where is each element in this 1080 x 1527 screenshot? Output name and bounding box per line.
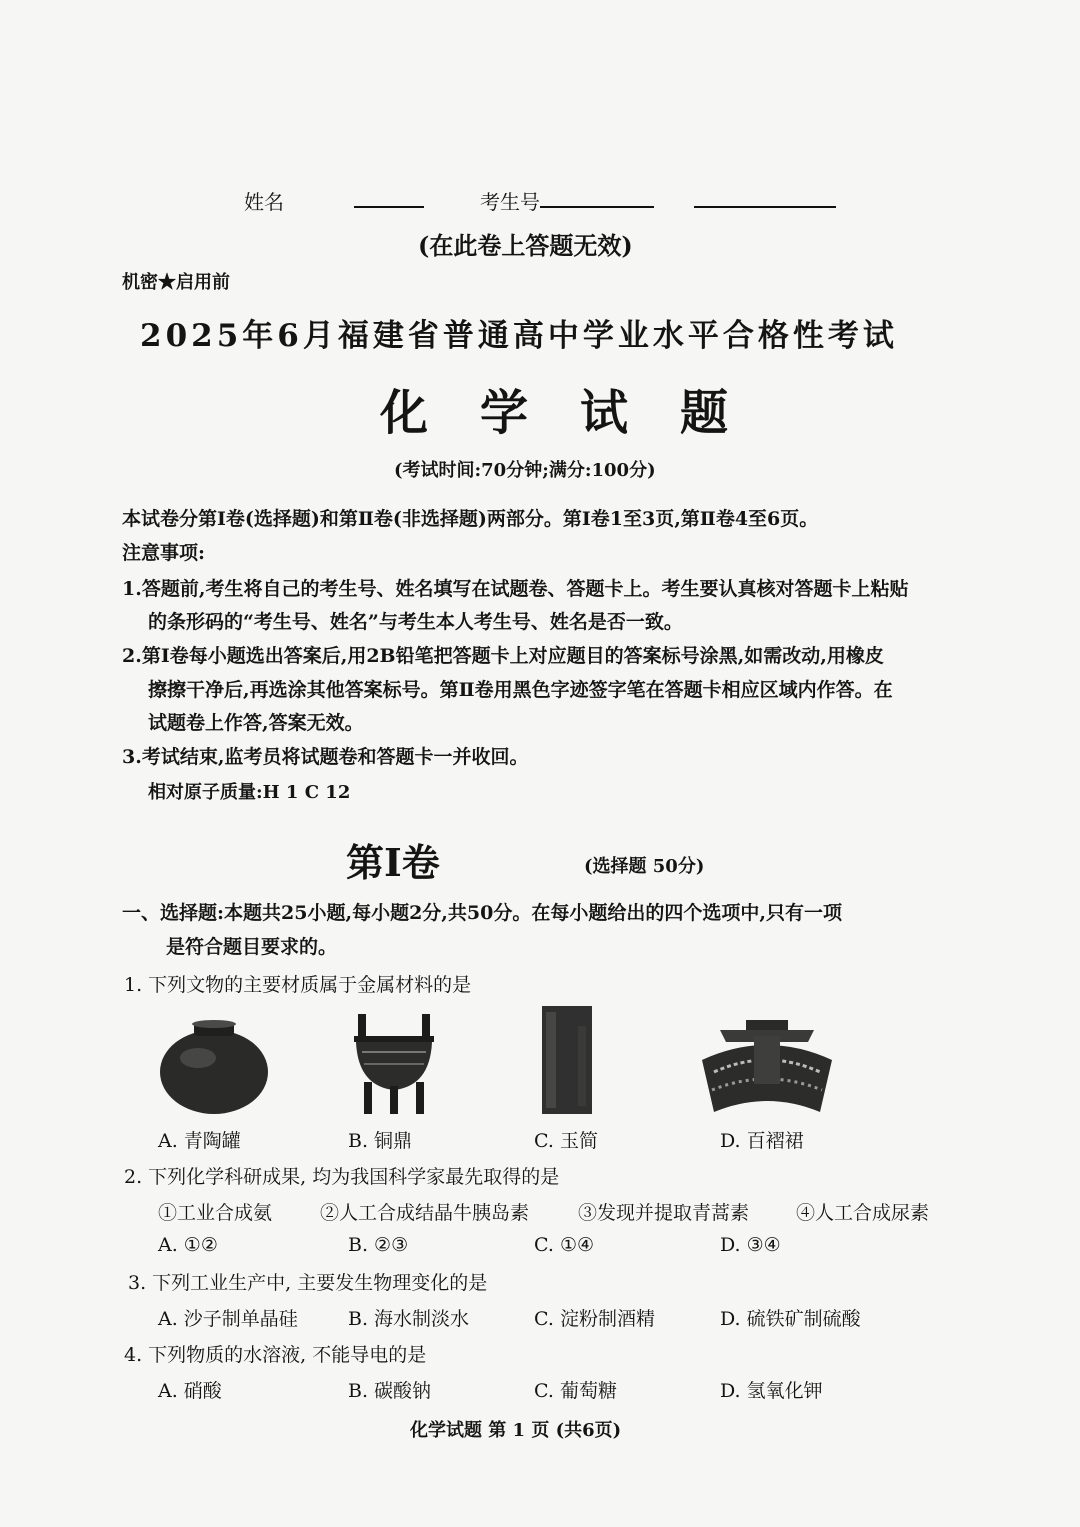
question-1-option-b: B. 铜鼎: [348, 1130, 413, 1152]
bronze-ding-image: [352, 1012, 436, 1116]
part-1-subtitle: (选择题 50分): [584, 856, 705, 877]
question-4-option-d: D. 氢氧化钾: [720, 1380, 823, 1402]
question-3-option-d: D. 硫铁矿制硫酸: [720, 1308, 861, 1330]
note-3-line-1: 3.考试结束,监考员将试题卷和答题卡一并收回。: [122, 746, 529, 768]
question-2-stem: 2. 下列化学科研成果, 均为我国科学家最先取得的是: [124, 1166, 560, 1188]
notes-title: 注意事项:: [122, 542, 206, 564]
invalid-notice: (在此卷上答题无效): [418, 231, 633, 260]
question-1-option-c: C. 玉简: [534, 1130, 598, 1152]
pottery-jar-image: [158, 1018, 270, 1116]
jade-slip-image: [540, 1006, 594, 1114]
question-4-option-a: A. 硝酸: [158, 1380, 222, 1402]
section-instruction: 一、选择题:本题共25小题,每小题2分,共50分。在每小题给出的四个选项中,只有一项: [122, 902, 842, 924]
question-4-option-c: C. 葡萄糖: [534, 1380, 617, 1402]
question-2-item-2: ②人工合成结晶牛胰岛素: [320, 1202, 530, 1224]
exam-time-info: (考试时间:70分钟;满分:100分): [394, 460, 656, 481]
question-3-option-b: B. 海水制淡水: [348, 1308, 470, 1330]
question-2-item-3: ③发现并提取青蒿素: [578, 1202, 750, 1224]
question-1-option-d: D. 百褶裙: [720, 1130, 804, 1152]
question-3-option-a: A. 沙子制单晶硅: [158, 1308, 298, 1330]
note-1-line-2: 的条形码的“考生号、姓名”与考生本人考生号、姓名是否一致。: [148, 611, 683, 633]
question-4-option-b: B. 碳酸钠: [348, 1380, 432, 1402]
question-2-option-a: A. ①②: [158, 1234, 218, 1256]
question-2-option-c: C. ①④: [534, 1234, 595, 1256]
question-2-item-1: ①工业合成氨: [158, 1202, 273, 1224]
note-2-line-3: 试题卷上作答,答案无效。: [148, 712, 364, 734]
question-3-option-c: C. 淀粉制酒精: [534, 1308, 655, 1330]
paper-structure: 本试卷分第Ⅰ卷(选择题)和第Ⅱ卷(非选择题)两部分。第Ⅰ卷1至3页,第Ⅱ卷4至6页。: [122, 508, 819, 530]
question-2-item-4: ④人工合成尿素: [796, 1202, 930, 1224]
question-1-option-a: A. 青陶罐: [158, 1130, 241, 1152]
note-2-line-2: 擦擦干净后,再选涂其他答案标号。第Ⅱ卷用黑色字迹签字笔在答题卡相应区域内作答。在: [148, 679, 893, 701]
question-3-stem: 3. 下列工业生产中, 主要发生物理变化的是: [128, 1272, 488, 1294]
extra-blank: [694, 206, 836, 208]
part-1-title: 第Ⅰ卷: [346, 840, 440, 885]
question-4-stem: 4. 下列物质的水溶液, 不能导电的是: [124, 1344, 427, 1366]
subject-title: 化学试题: [380, 385, 781, 441]
id-blank: [540, 206, 654, 208]
name-label: 姓名: [244, 190, 284, 214]
atomic-mass: 相对原子质量:H 1 C 12: [148, 782, 351, 803]
secret-mark: 机密★启用前: [122, 272, 230, 293]
section-instruction-2: 是符合题目要求的。: [166, 936, 338, 958]
name-blank: [354, 206, 424, 208]
question-2-option-d: D. ③④: [720, 1234, 781, 1256]
note-2-line-1: 2.第Ⅰ卷每小题选出答案后,用2B铅笔把答题卡上对应题目的答案标号涂黑,如需改动,用橡皮: [122, 645, 884, 667]
question-2-option-b: B. ②③: [348, 1234, 409, 1256]
exam-title: 2025年6月福建省普通高中学业水平合格性考试: [140, 318, 898, 354]
page-footer: 化学试题 第 1 页 (共6页): [410, 1420, 622, 1441]
pleated-skirt-image: [700, 1020, 834, 1116]
question-1-stem: 1. 下列文物的主要材质属于金属材料的是: [124, 974, 472, 996]
note-1-line-1: 1.答题前,考生将自己的考生号、姓名填写在试题卷、答题卡上。考生要认真核对答题卡上粘贴: [122, 578, 909, 600]
id-label: 考生号: [480, 190, 540, 214]
